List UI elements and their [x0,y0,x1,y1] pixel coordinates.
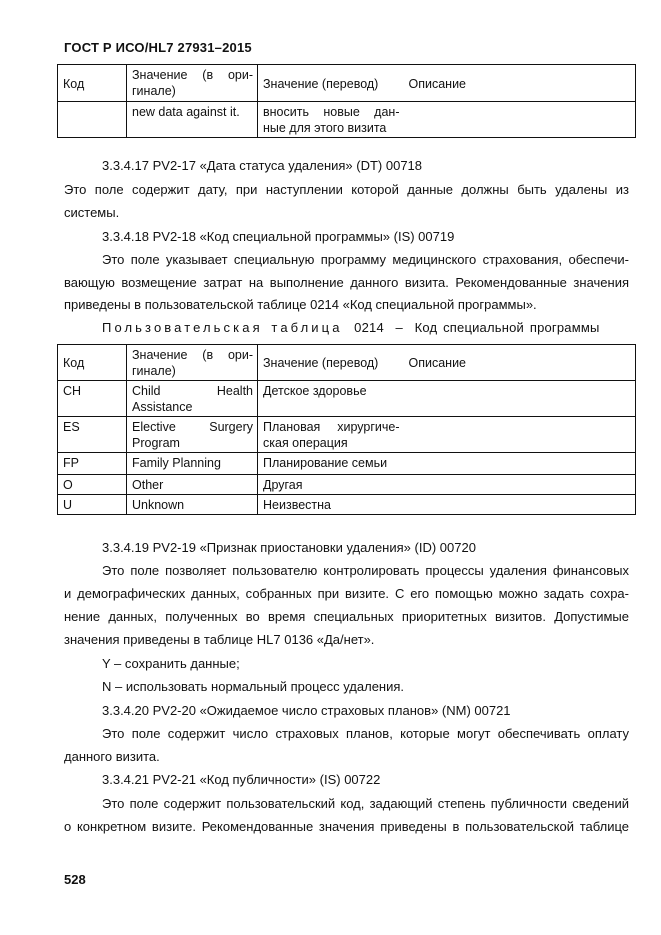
cell-translation: Детское здоровье [258,381,404,417]
section-heading-21: 3.3.4.21 PV2-21 «Код публичности» (IS) 00722 [102,772,381,787]
paragraph-19-line3: нение данных, полученных во время специальных приоритетных визитов. Допустимые [64,609,629,624]
cell-code: CH [58,381,127,417]
running-header: ГОСТ Р ИСО/HL7 27931–2015 [64,40,252,55]
header-cell-translation: Значение (перевод) [258,345,404,381]
header-cell-description: Описание [404,345,636,381]
cell-code: O [58,475,127,495]
table-row-fp [58,453,636,475]
cell-original: new data against it. [127,102,258,138]
paragraph-18-line1: Это поле указывает специальную программу медицинского страхования, обеспечи- [102,252,629,267]
paragraph-19-line1: Это поле позволяет пользователю контролировать процессы удаления финансовых [102,563,629,578]
cell-description [404,475,636,495]
paragraph-17-line2: системы. [64,205,120,220]
paragraph-21-line1: Это поле содержит пользовательский код, задающий степень публичности сведений [102,796,629,811]
header-cell-code: Код [58,345,127,381]
section-heading-19: 3.3.4.19 PV2-19 «Признак приостановки удаления» (ID) 00720 [102,540,476,555]
table-row-ch [58,381,636,417]
cell-code [58,102,127,138]
paragraph-20-line1: Это поле содержит число страховых планов, которые могут обеспечивать оплату [102,726,629,741]
cell-translation [258,102,404,138]
cell-translation: Другая [258,475,404,495]
cell-description [404,495,636,515]
header-original-line1: Значение (в ори- [132,348,253,362]
cell-original: Unknown [127,495,258,515]
cell-original-line2: Program [132,436,180,450]
cell-original-line1: Elective Surgery [132,420,253,434]
header-cell-description: Описание [404,65,636,102]
header-original-line2: гинале) [132,364,176,378]
cell-original [127,381,258,417]
continuation-table [57,64,636,138]
table-row-es [58,417,636,453]
table-row-u [58,495,636,515]
paragraph-19-line4: значения приведены в таблице HL7 0136 «Да/нет». [64,632,375,647]
cell-description [404,453,636,475]
cell-translation [258,417,404,453]
value-y-description: Y – сохранить данные; [102,656,240,671]
page-number: 528 [64,872,86,887]
cell-code: U [58,495,127,515]
cell-code: FP [58,453,127,475]
value-n-description: N – использовать нормальный процесс удаления. [102,679,405,694]
cell-translation-line1: вносить новые дан- [263,105,400,119]
table-row [58,102,636,138]
cell-translation-line1: Плановая хирургиче- [263,420,400,434]
table-caption-prefix: Пользовательская таблица [102,320,343,335]
table-caption-rest: 0214 – Код специальной программы [348,320,600,335]
paragraph-18-line3: приведены в пользовательской таблице 0214 «Код специальной программы». [64,297,537,312]
section-heading-17: 3.3.4.17 PV2-17 «Дата статуса удаления» (DT) 00718 [102,158,423,173]
section-heading-18: 3.3.4.18 PV2-18 «Код специальной программы» (IS) 00719 [102,229,455,244]
cell-translation-line2: ные для этого визита [263,121,387,135]
table-row-o [58,475,636,495]
table-header-row [58,65,636,102]
cell-description [404,102,636,138]
header-original-line1: Значение (в ори- [132,68,253,82]
cell-original-line2: Assistance [132,400,193,414]
cell-code: ES [58,417,127,453]
paragraph-18-line2: вающую возмещение затрат на выполнение данного визита. Рекомендованные значения [64,275,629,290]
special-program-table [57,344,636,515]
cell-original: Family Planning [127,453,258,475]
cell-description [404,417,636,453]
paragraph-19-line2: и демографических данных, собранных при визите. С его помощью можно задать сохра- [64,586,629,601]
table-header-row [58,345,636,381]
paragraph-17-line1: Это поле содержит дату, при наступлении которой данные должны быть удалены из [64,182,629,197]
cell-translation-line2: ская операция [263,436,348,450]
cell-translation: Планирование семьи [258,453,404,475]
header-cell-original [127,345,258,381]
header-cell-original [127,65,258,102]
paragraph-21-line2: о конкретном визите. Рекомендованные значения приведены в пользовательской таблице [64,819,629,834]
header-original-line2: гинале) [132,84,176,98]
cell-description [404,381,636,417]
table-caption [102,320,600,336]
cell-original: Other [127,475,258,495]
paragraph-20-line2: данного визита. [64,749,160,764]
cell-original [127,417,258,453]
header-cell-translation: Значение (перевод) [258,65,404,102]
section-heading-20: 3.3.4.20 PV2-20 «Ожидаемое число страховых планов» (NM) 00721 [102,703,511,718]
cell-original-line1: Child Health [132,384,253,398]
header-cell-code: Код [58,65,127,102]
cell-translation: Неизвестна [258,495,404,515]
